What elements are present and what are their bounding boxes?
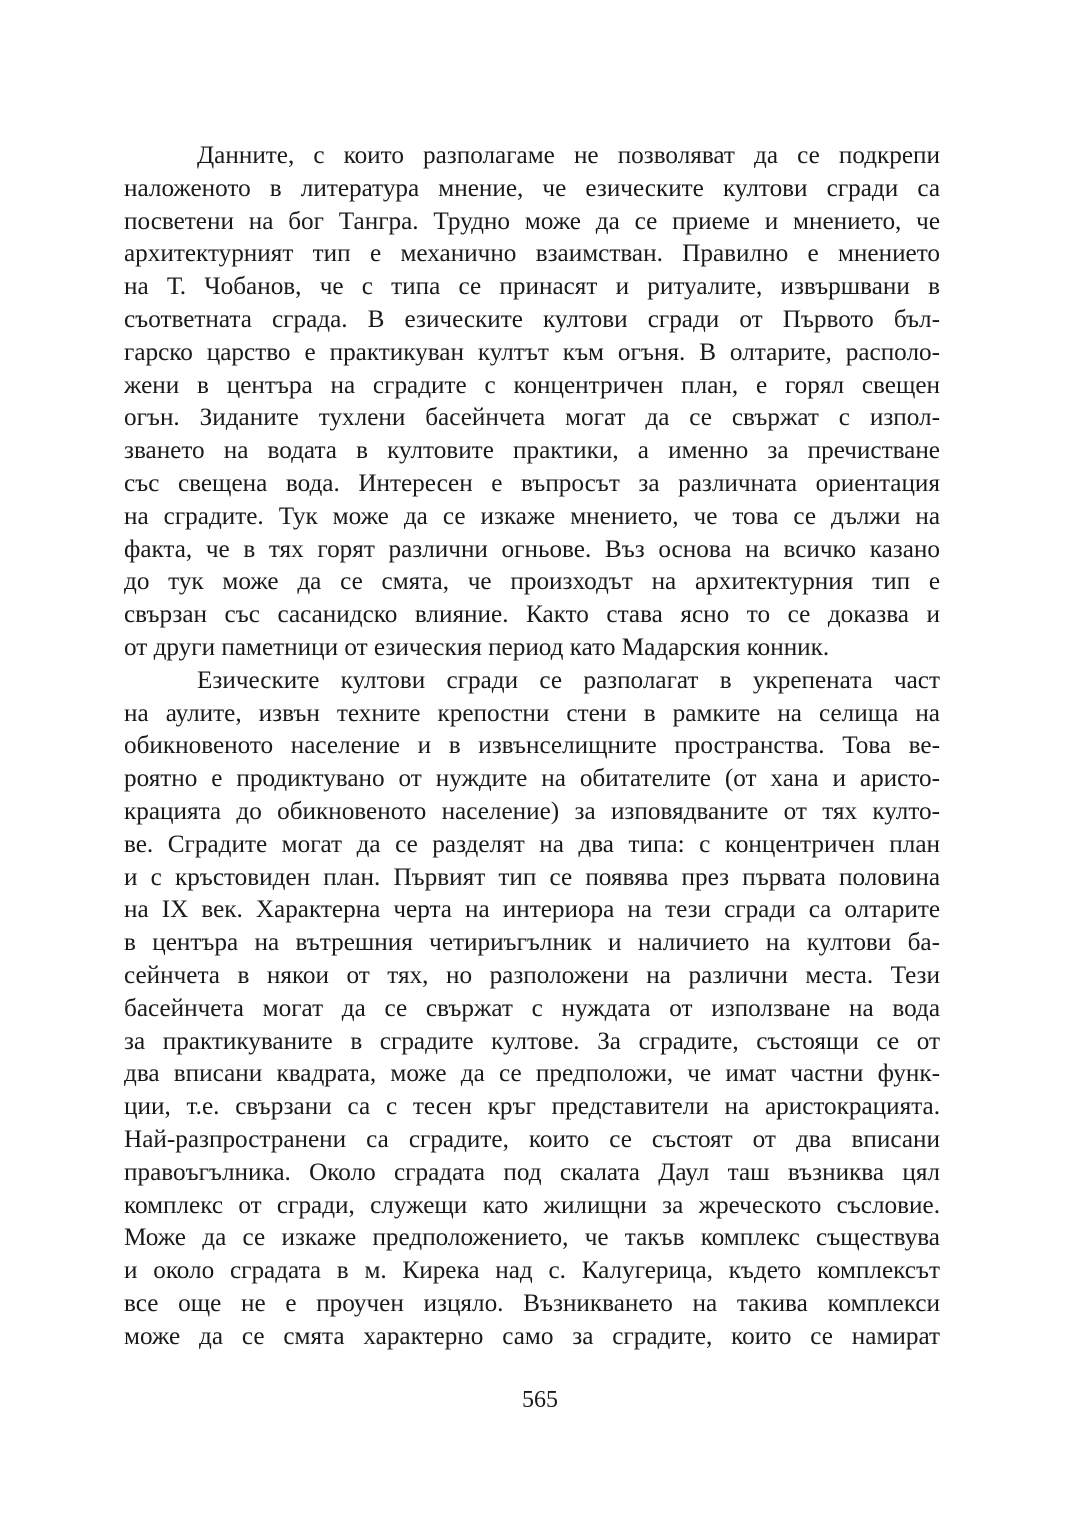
text-line: басейнчета могат да се свържат с нуждата от използване на вода — [124, 994, 940, 1022]
text-line: на аулите, извън техните крепостни стени в рамките на селища на — [124, 699, 940, 727]
text-line: огън. Зиданите тухлени басейнчета могат да се свържат с изпол- — [124, 404, 940, 432]
text-line: Данните, с които разполагаме не позволяват да се подкрепи — [197, 142, 940, 169]
page-number: 565 — [522, 1387, 558, 1413]
text-line: наложеното в литература мнение, че езическите култови сгради са — [124, 174, 940, 202]
text-line: за практикуваните в сградите култове. За сградите, състоящи се от — [124, 1027, 940, 1055]
text-line: Може да се изкаже предположението, че такъв комплекс съществува — [124, 1224, 940, 1252]
text-line: все още не е проучен изцяло. Възникването на такива комплекси — [124, 1289, 940, 1317]
text-line: обикновеното население и в извънселищните пространства. Това ве- — [124, 732, 940, 760]
text-line: ве. Сградите могат да се разделят на два типа: с концентричен план — [124, 830, 940, 858]
text-line: на сградите. Тук може да се изкаже мнението, че това се дължи на — [124, 502, 940, 530]
text-line: факта, че в тях горят различни огньове. Въз основа на всичко казано — [124, 535, 940, 563]
text-line: свързан със сасанидско влияние. Както става ясно то се доказва и — [124, 601, 940, 629]
text-line: роятно е продиктувано от нуждите на обитателите (от хана и аристо- — [124, 765, 940, 793]
text-line: гарско царство е практикуван култът към огъня. В олтарите, располо- — [124, 338, 940, 366]
text-line: в центъра на вътрешния четириъгълник и наличието на култови ба- — [124, 929, 940, 957]
text-line: може да се смята характерно само за сградите, които се намират — [124, 1322, 940, 1350]
text-line: зването на водата в култовите практики, а именно за пречистване — [124, 437, 940, 465]
body-text — [124, 140, 940, 1353]
text-line: ции, т.е. свързани са с тесен кръг представители на аристокрацията. — [124, 1093, 940, 1121]
text-line: комплекс от сгради, служещи като жилищни за жреческото съсловие. — [124, 1191, 940, 1219]
text-line: жени в центъра на сградите с концентричен план, е горял свещен — [124, 371, 940, 399]
text-line: Най-разпространени са сградите, които се състоят от два вписани — [124, 1125, 940, 1153]
text-line: крацията до обикновеното население) за изповядваните от тях култо- — [124, 797, 940, 825]
text-line: от други паметници от езическия период като Мадарския конник. — [124, 633, 830, 661]
text-line: на Т. Чобанов, че с типа се принасят и ритуалите, извършвани в — [124, 273, 940, 301]
text-line: Езическите култови сгради се разполагат в укрепената част — [197, 666, 940, 694]
text-line: сейнчета в някои от тях, но разположени на различни места. Тези — [124, 961, 940, 989]
text-line: на IX век. Характерна черта на интериора на тези сгради са олтарите — [124, 896, 940, 924]
text-line: архитектурният тип е механично взаимстван. Правилно е мнението — [124, 240, 940, 268]
text-line: посветени на бог Тангра. Трудно може да се приеме и мнението, че — [124, 207, 940, 235]
text-line: и около сградата в м. Кирека над с. Калугерица, където комплексът — [124, 1257, 940, 1285]
text-line: до тук може да се смята, че произходът на архитектурния тип е — [124, 568, 940, 596]
text-line: съответната сграда. В езическите култови сгради от Първото бъл- — [124, 305, 940, 333]
text-line: и с кръстовиден план. Първият тип се появява през първата половина — [124, 863, 940, 891]
text-line: правоъгълника. Около сградата под скалата Даул таш възниква цял — [124, 1158, 940, 1186]
text-line: със свещена вода. Интересен е въпросът за различната ориентация — [124, 469, 940, 497]
text-line: два вписани квадрата, може да се предположи, че имат частни функ- — [124, 1060, 940, 1088]
